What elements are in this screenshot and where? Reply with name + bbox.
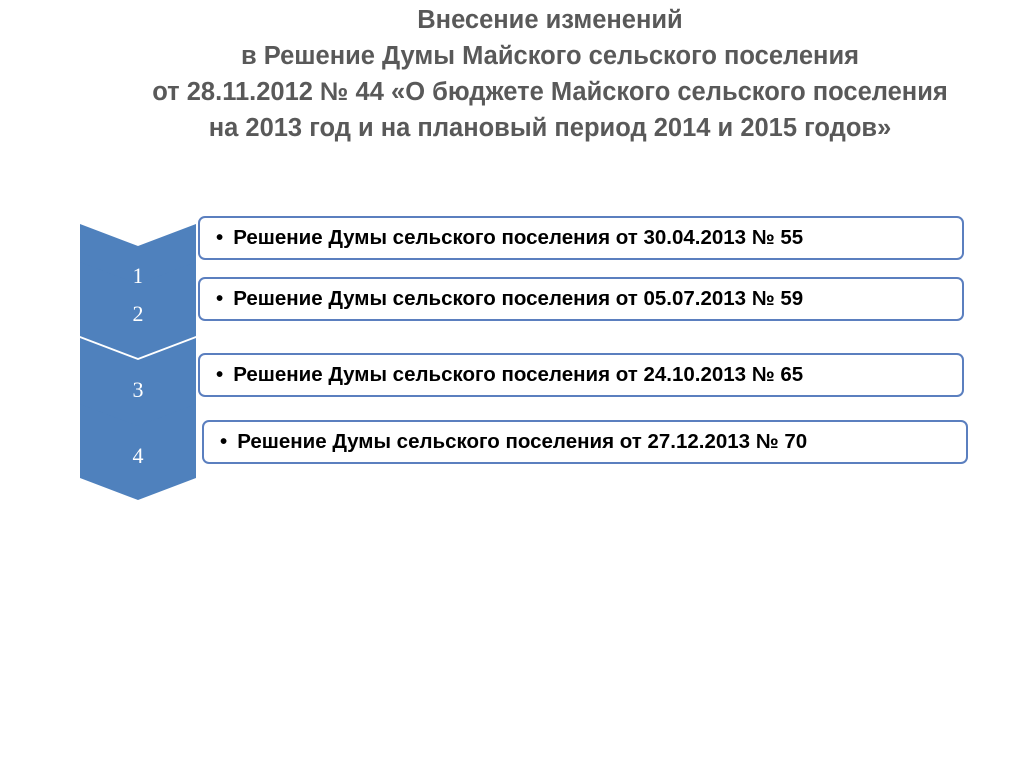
step-number: 4 [132,443,144,468]
step-text: Решение Думы сельского поселения от 27.12.2013 № 70 [237,430,808,453]
step-text: Решение Думы сельского поселения от 24.10.2013 № 65 [233,363,804,386]
step-4-box [202,420,968,464]
page-title [90,2,1010,146]
step-2-box [198,277,964,321]
step-3-box [198,353,964,397]
title-line-3: от 28.11.2012 № 44 «О бюджете Майского сельского поселения [152,78,948,106]
bullet-icon: • [216,226,224,249]
step-1-box [198,216,964,260]
step-text: Решение Думы сельского поселения от 30.04.2013 № 55 [233,226,804,249]
step-number: 3 [132,377,144,402]
title-line-4: на 2013 год и на плановый период 2014 и 2015 годов» [208,114,892,142]
title-line-1: Внесение изменений [417,6,683,34]
step-text: Решение Думы сельского поселения от 05.07.2013 № 59 [233,287,804,310]
step-4-chevron [80,404,196,500]
bullet-icon: • [220,430,228,453]
step-number: 2 [132,301,144,326]
bullet-icon: • [216,287,224,310]
bullet-icon: • [216,363,224,386]
title-line-2: в Решение Думы Майского сельского поселения [240,42,860,70]
step-number: 1 [132,263,144,288]
